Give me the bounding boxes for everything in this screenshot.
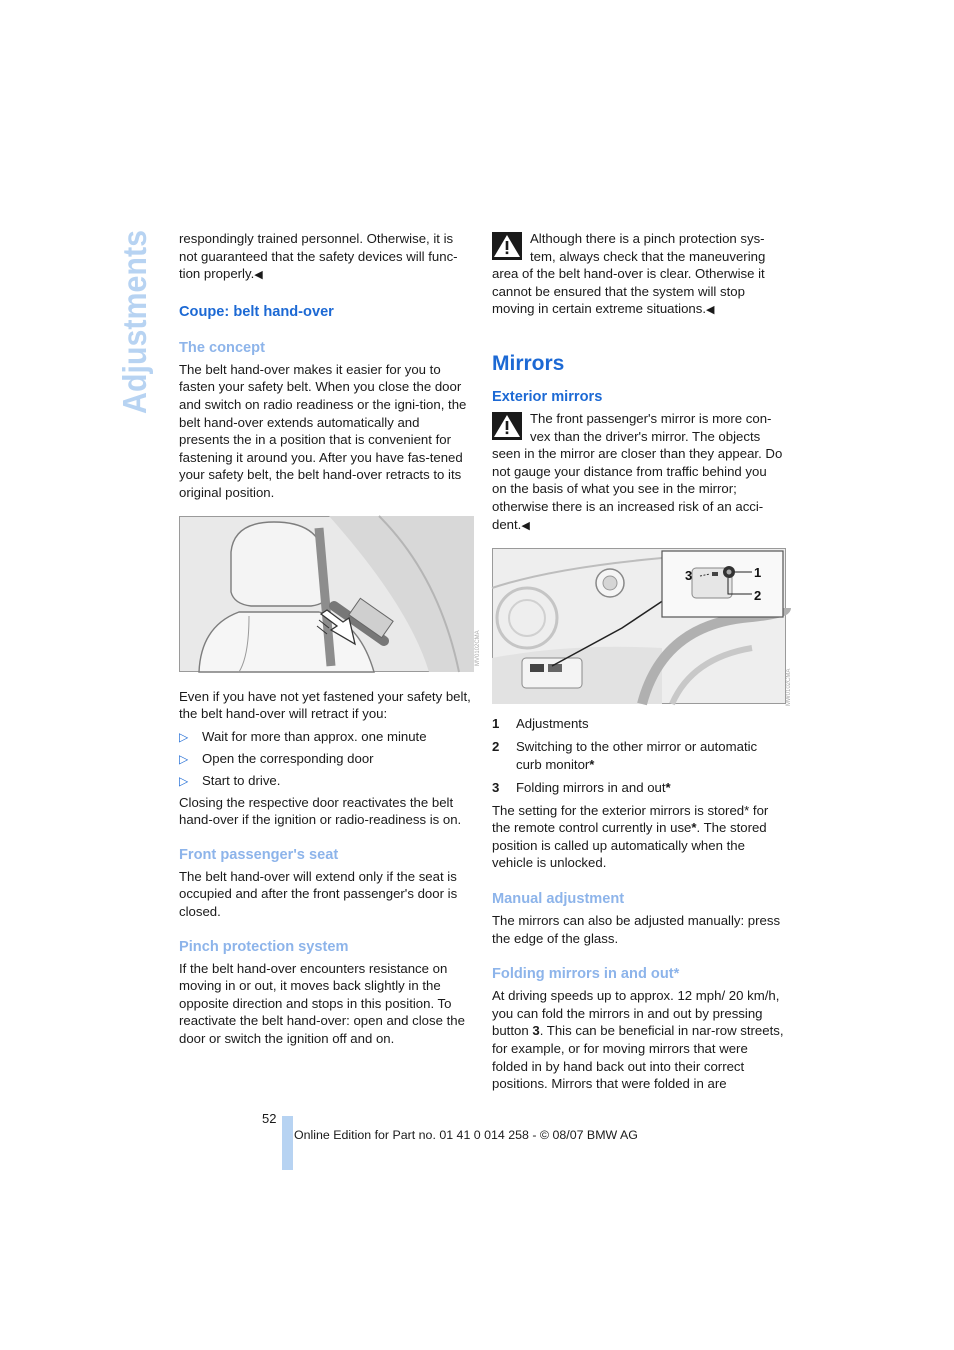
chapter-side-title-text: Adjustments [116,214,153,414]
list-item: ▷ Start to drive. [179,772,473,790]
right-column [492,230,792,1093]
pinch-protection-heading: Pinch protection system [179,938,349,955]
pinch-protection-paragraph: If the belt hand-over encounters resistance on moving in or out, it moves back slightly in the opposite direction and stops in this position. To reactivate the belt hand-over: open and close the door or switch the ignition off and on. [179,960,465,1047]
reactivation-paragraph: Closing the respective door reactivates the belt hand-over if the ignition or radio-readiness is on. [179,794,462,828]
list-item: 3 Folding mirrors in and out* [492,779,671,795]
front-passenger-seat-heading: Front passenger's seat [179,846,339,863]
intro-paragraph: respondingly trained personnel. Otherwise, it is not guaranteed that the safety devices will func-tion properly.◀ [179,231,458,282]
retract-conditions-paragraph: Even if you have not yet fastened your safety belt, the belt hand-over will retract if you: [179,688,471,722]
list-item: 1 Adjustments [492,716,589,732]
list-item: ▷ Wait for more than approx. one minute [179,728,473,746]
callout-2: 2 [754,588,762,604]
footer-accent-bar [282,1116,293,1170]
end-of-section-marker: ◀ [254,269,263,282]
retract-conditions-list [179,728,473,790]
triangle-bullet-icon: ▷ [179,773,189,788]
setting-stored-paragraph: The setting for the exterior mirrors is stored* for the remote control currently in use*. The stored position is called up automatically when the vehicle is unlocked. [492,802,769,871]
folding-mirrors-paragraph: At driving speeds up to approx. 12 mph/ 20 km/h, you can fold the mirrors in and out by pressing button 3. This can be beneficial in nar-row streets, for example, or for moving mirrors that were folded in by hand back out into their correct positions. Mirrors that were folded in are [492,988,784,1092]
callout-3: 3 [685,568,693,584]
manual-adjustment-paragraph: The mirrors can also be adjusted manually: press the edge of the glass. [492,913,781,946]
convex-mirror-warning: The front passenger's mirror is more con-vex than the driver's mirror. The objects seen in the mirror are closer than they appear. Do not gauge your distance from traffic behind you on the basis of what you see in the mirror; otherwise there is an increased risk of an acci-dent.◀ [492,410,783,532]
concept-heading: The concept [179,339,265,356]
warning-icon [492,412,522,440]
coupe-belt-handover-heading: Coupe: belt hand-over [179,303,334,320]
optional-equipment-star: * [589,756,595,772]
mirror-controls-list [492,715,784,796]
pinch-warning: Although there is a pinch protection sys-tem, always check that the maneuvering area of the belt hand-over is clear. Otherwise it cannot be ensured that the system will stop moving in certain extreme situations.◀ [492,231,766,317]
list-item: 2 Switching to the other mirror or automatic curb monitor* [492,739,758,772]
front-passenger-seat-paragraph: The belt hand-over will extend only if the seat is occupied and after the front passenger's door is closed. [179,868,458,920]
chapter-side-title [114,214,154,418]
page-number: 52 [262,1111,277,1126]
end-of-section-marker: ◀ [706,304,715,317]
edition-footer: Online Edition for Part no. 01 41 0 014 258 - © 08/07 BMW AG [294,1128,638,1142]
concept-paragraph: The belt hand-over makes it easier for you to fasten your safety belt. When you close the door and switch on radio readiness or the igni-tion, the belt hand-over extends automatically and presents the in a position that is convenient for fastening it around you. After you have fas-tened your safety belt, the belt hand-over retracts to its original position. [179,361,467,500]
list-item: ▷ Open the corresponding door [179,750,473,768]
exterior-mirrors-heading: Exterior mirrors [492,388,603,405]
callout-1: 1 [754,565,762,581]
figure2-code: MW0102CMA [786,668,792,707]
triangle-bullet-icon: ▷ [179,729,189,744]
manual-adjustment-heading: Manual adjustment [492,891,625,908]
button-number: 3 [532,1023,540,1039]
triangle-bullet-icon: ▷ [179,751,189,766]
mirror-controls-figure [492,548,792,707]
left-column [179,230,481,1048]
optional-equipment-star: * [691,820,697,836]
folding-mirrors-heading: Folding mirrors in and out* [492,966,680,983]
figure1-code: MV0102CMA [475,629,481,666]
belt-handover-figure [179,516,481,672]
mirrors-heading: Mirrors [492,351,565,375]
warning-icon [492,232,522,260]
end-of-section-marker: ◀ [521,519,530,532]
optional-equipment-star: * [665,779,671,795]
